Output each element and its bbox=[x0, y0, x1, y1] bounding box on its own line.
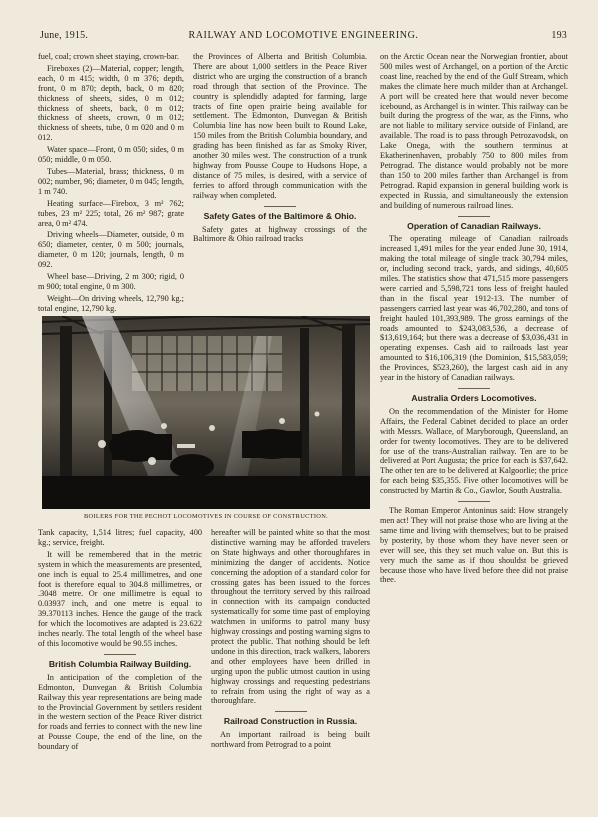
photo-caption: BOILERS FOR THE PECHOT LOCOMOTIVES IN COURSE OF CONSTRUCTION. bbox=[83, 513, 329, 520]
page-number: 193 bbox=[551, 30, 567, 41]
issue-date: June, 1915. bbox=[40, 30, 89, 41]
spec-paragraph: Driving wheels—Diameter, outside, 0 m 650; diameter, center, 0 m 500; journals, diameter, 0 m 120; journals, length, 0 m 092. bbox=[38, 230, 184, 270]
article-heading: Australia Orders Locomotives. bbox=[411, 393, 537, 403]
article-text: It will be remembered that in the metric system in which the measurements are presented, one inch is equal to 25.4 millimetres, and one foot is therefore equal to 304.8 millimetres, or .3048 metre. Or one millimetre is equal to 0.03937 inch, and one metre is equal to 39.370113 inches. Hence the gauge of the track for which the locomotives are adapted is 23.622 inches nearly. The total length of the wheel base of this locomotive would be 90.55 inches. bbox=[38, 549, 202, 648]
page-header bbox=[40, 30, 567, 44]
article-heading: Safety Gates of the Baltimore & Ohio. bbox=[203, 210, 357, 221]
divider bbox=[458, 216, 490, 217]
article-text: Tank capacity, 1,514 litres; fuel capacity, 400 kg.; service, freight. bbox=[38, 528, 202, 547]
spec-paragraph: Weight—On driving wheels, 12,790 kg.; total engine, 12,790 kg. bbox=[38, 293, 184, 313]
divider bbox=[275, 711, 307, 712]
article-heading: Operation of Canadian Railways. bbox=[407, 220, 541, 231]
article-text: Safety gates at highway crossings of the Baltimore & Ohio railroad tracks bbox=[193, 224, 367, 244]
spec-paragraph: fuel, coal; crown sheet staying, crown-bar. bbox=[38, 52, 179, 61]
article-heading: Railroad Construction in Russia. bbox=[223, 716, 358, 727]
divider bbox=[458, 388, 490, 389]
divider bbox=[264, 206, 296, 207]
divider bbox=[458, 501, 490, 502]
article-text: On the recommendation of the Minister for Home Affairs, the Federal Cabinet decided to place an order with Messrs. Wallace, of Maryborough, Queensland, an order for twenty locomotives. They are to be delivered for use of the trans-Australian railway. Ten are to be delivered at Port Augusta; the price for each is $37,642. The other ten are to be delivered at Kalgoorlie; the price for each being $35,355. Five other locomotives will be constructed by Martin & Co., Gawlor, South Australia. bbox=[380, 406, 568, 496]
spec-paragraph: Fireboxes (2)—Material, copper; length, each, 0 m 415; width, 0 m 376; depth, front, 0 m 870; depth, back, 0 m 820; thickness of sheets, sides, 0 m 012; thickness of sheets, back, 0 m 012; thickness of sheets, crown, 0 m 012; thickness of sheets, tube, 0 m 020 and 0 m 012. bbox=[38, 63, 184, 143]
column-1-specifications bbox=[38, 52, 184, 313]
article-text: An important railroad is being built northward from Petrograd to a point bbox=[211, 730, 370, 750]
column-5 bbox=[211, 528, 370, 813]
boiler-shop-photo bbox=[42, 316, 370, 509]
spec-paragraph: Water space—Front, 0 m 050; sides, 0 m 050; middle, 0 m 050. bbox=[38, 145, 184, 165]
journal-title: RAILWAY AND LOCOMOTIVE ENGINEERING. bbox=[188, 30, 419, 41]
article-heading: British Columbia Railway Building. bbox=[48, 658, 192, 669]
spec-paragraph: Wheel base—Driving, 2 m 300; rigid, 0 m 900; total engine, 0 m 300. bbox=[38, 272, 184, 291]
spec-paragraph: Heating surface—Firebox, 3 m² 762; tubes, 23 m² 225; total, 26 m² 987; grate area, 0 m² 474. bbox=[38, 198, 184, 228]
article-text: on the Arctic Ocean near the Norwegian frontier, about 500 miles west of Archangel, on a portion of the Arctic coast line, reached by the end of the Gulf Stream, which makes the climate here much milder than at Archangel. A port will be created here that would never become icebound, as Archangel is in winter. This railway can be built during the progress of the war, as the Finns, who are not liable to military service outside of Finland, are available. The road is to pass through Petrozavodsk, on Lake Onega, with the southern terminus at Ekatherinenhaven, probably 750 to 800 miles from Petrograd. The distance would probably not be more than 150 to 200 miles farther than Archangel is from Petrograd. Rapid expansion in general building work is expected in Russia, and simultaneously the extension and building of numerous railroad lines. bbox=[380, 52, 568, 210]
column-4 bbox=[38, 528, 202, 813]
column-3 bbox=[380, 52, 568, 812]
quote-paragraph: The Roman Emperor Antoninus said: How strangely men act! They will not praise those who are living at the same time and living with themselves; but to be praised by posterity, by those whom they have never seen or ever will see, this they set much value on. But this is very much the same as if thou shouldst be grieved because those who have lived before thee did not praise thee. bbox=[380, 506, 568, 585]
column-2 bbox=[193, 52, 367, 308]
article-text: The operating mileage of Canadian railroads increased 1,491 miles for the year ended June 30, 1914, making the total mileage of single track 30,794 miles, or, including second track, yards, and sidings, 40,605 miles. The statistics show that 471,515 more passengers were carried and 5,598,721 tons less of freight hauled than in the fiscal year 1912-13. The number of passengers carried last year was 46,702,280, and tons of freight hauled 101,393,989. The gross earnings of the roads amounted to $243,083,536, a decrease of $13,619,164; but there was a decrease of $3,036,431 in operating expenses. Cash aid to railroads last year amounted to $16,106,319 (the Dominion, $15,583,059; the Provinces, $523,260), the largest cash aid in any year in the history of Canadian railways. bbox=[380, 234, 568, 383]
divider bbox=[104, 654, 136, 655]
spec-paragraph: Tubes—Material, brass; thickness, 0 m 002; number, 96; diameter, 0 m 045; length, 1 m 740. bbox=[38, 166, 184, 196]
article-text: the Provinces of Alberta and British Columbia. There are about 1,000 settlers in the Peace River district who are urging the construction of a branch road through that section of the Province. The country is splendidly adapted for farming, large tracts of fine open prairie being available for settlement. The Edmonton, Dunvegan & British Columbia line has now been built to Round Lake, 150 miles from the British Columbia boundary, and grading has been finished as far as Smoky River, another 30 miles west. The construction of a trunk highway from Pousse Coupe to Hudsons Hope, a distance of 75 miles, is desired, with a service of ferries to afford through communication with the railway when completed. bbox=[193, 52, 367, 200]
article-text: hereafter will be painted white so that the most distinctive warning may be afforded travelers on State highways and other thoroughfares in minimizing the danger of accidents. Notice concerning the adoption of a standard color for crossing gates has been issued to the forces throughout the territory served by this railroad in connection with its campaign conducted systematically for some time past of employing watchmen in uniforms to patrol many busy highway crossings and posting warning signs to protect the public. That nothing should be left undone in this direction, track walkers, laborers and other employees have been drilled in urging upon the public utmost caution in using highway crossings and requesting pedestrians to refrain from using the right of way as a thoroughfare. bbox=[211, 528, 371, 706]
photo-image bbox=[42, 316, 370, 509]
article-text: In anticipation of the completion of the Edmonton, Dunvegan & British Columbia Railway this year representations are being made to the Provincial Government by settlers resident in the western section of the Peace River district for roads and ferries to connect with the new line at Pousse Coupe, the end of the line, on the boundary of bbox=[38, 672, 202, 752]
